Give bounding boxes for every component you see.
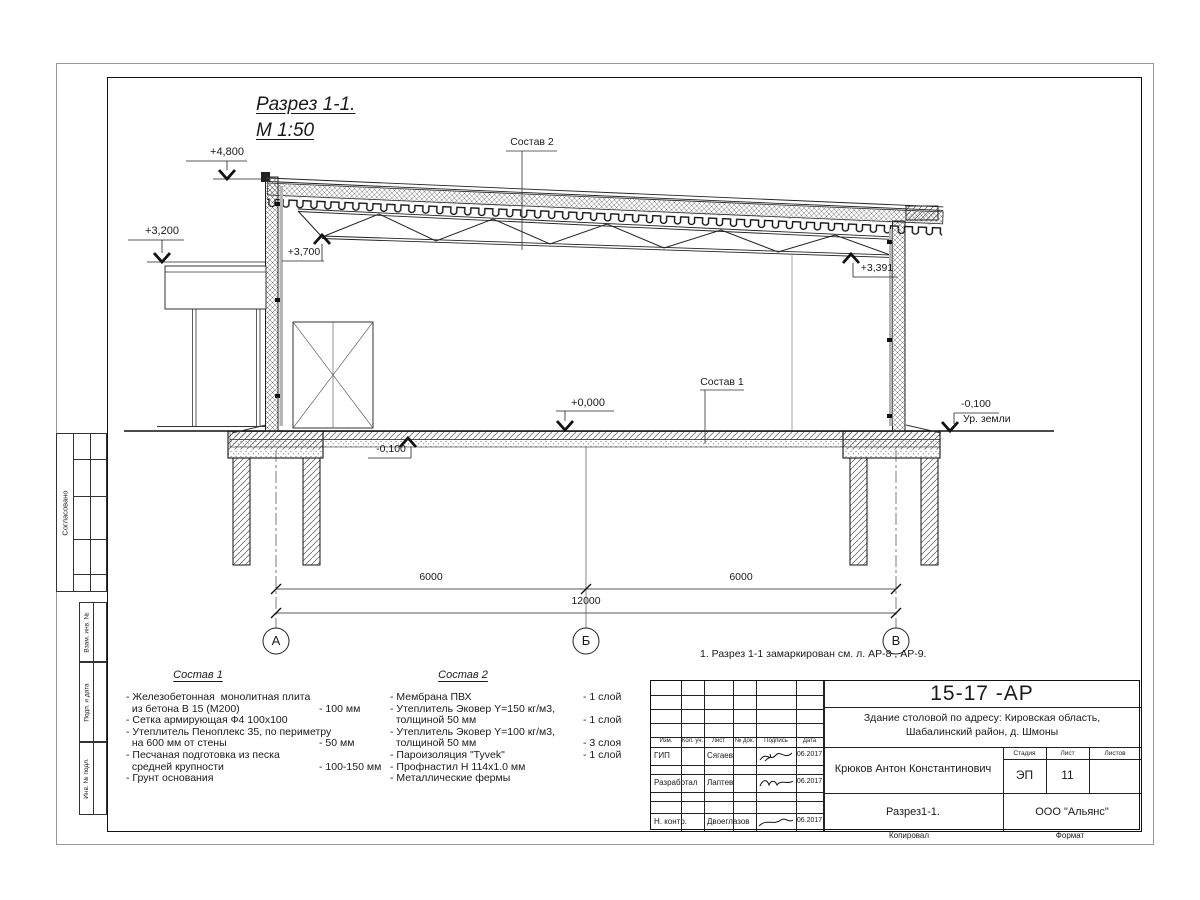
copied-label: Копировал bbox=[888, 831, 930, 840]
col-header-sign: Подпись bbox=[764, 738, 788, 744]
agreed-table bbox=[56, 433, 107, 592]
ground-level-label: Ур. земли bbox=[963, 413, 1011, 425]
title-block bbox=[650, 680, 1140, 830]
document-number: 15-17 -АР bbox=[930, 682, 1034, 705]
list-item: - Профнастил Н 114х1.0 мм bbox=[390, 760, 526, 773]
sostav1-list bbox=[126, 691, 386, 784]
sostav1-header: Состав 1 bbox=[173, 669, 223, 681]
entrance-canopy bbox=[165, 266, 266, 426]
signature-gip bbox=[757, 749, 795, 764]
sheet-value: 11 bbox=[1061, 768, 1074, 782]
list-item: - Железобетонная монолитная плита bbox=[126, 691, 311, 703]
list-item: средней крупности - 100-150 мм bbox=[126, 760, 382, 773]
col-header-list: Лист bbox=[711, 738, 726, 744]
drawing-name: Разрез1-1. bbox=[885, 806, 940, 818]
vzam-cell bbox=[79, 602, 107, 662]
list-item: - Пароизоляция "Tyvek" - 1 слой bbox=[390, 748, 622, 761]
agreed-label: Согласовано bbox=[60, 489, 69, 536]
role-gip: ГИП bbox=[654, 751, 670, 760]
sheet-label: Лист bbox=[1060, 750, 1075, 757]
wall-right bbox=[887, 221, 905, 431]
podp-cell bbox=[79, 662, 107, 742]
object-address-line1: Здание столовой по адресу: Кировская область, bbox=[863, 712, 1101, 724]
floor-slab bbox=[230, 432, 940, 448]
elevation-truss-right: +3,391 bbox=[860, 262, 894, 274]
stage-value: ЭП bbox=[1015, 768, 1034, 782]
sostav2-list bbox=[390, 691, 650, 784]
leader-label-sostav2: Состав 2 bbox=[510, 136, 554, 148]
signature-ncontrol bbox=[757, 814, 795, 829]
wall-left bbox=[266, 177, 284, 431]
list-item: - Утеплитель Пеноплекс 35, по периметру bbox=[126, 725, 332, 738]
sostav2-header: Состав 2 bbox=[438, 669, 488, 681]
elevation-truss-left: +3,700 bbox=[287, 246, 321, 258]
list-item: - Грунт основания bbox=[126, 772, 214, 785]
inv-label: Инв. № подл. bbox=[83, 758, 90, 799]
date-gip: 06.2017 bbox=[796, 751, 823, 758]
elevation-ground: -0,100 bbox=[961, 398, 991, 410]
vzam-label: Взам. инв. № bbox=[83, 611, 90, 653]
col-header-doc: № док. bbox=[734, 738, 755, 744]
drawing-note: 1. Разрез 1-1 замаркирован см. л. АР-8 , АР-9. bbox=[700, 648, 927, 660]
axis-b: Б bbox=[581, 633, 591, 648]
dim-total: 12000 bbox=[571, 595, 601, 607]
podp-label: Подп. и дата bbox=[83, 682, 90, 722]
roof-layers bbox=[261, 178, 944, 236]
col-header-kol: Кол. уч. bbox=[681, 738, 704, 744]
axis-a: А bbox=[271, 633, 281, 648]
stage-label: Стадия bbox=[1013, 750, 1036, 757]
elevation-floor: +0,000 bbox=[571, 397, 605, 409]
role-developer: Разработал bbox=[654, 778, 698, 787]
date-developer: 06.2017 bbox=[796, 778, 823, 785]
dim-span2: 6000 bbox=[729, 571, 753, 583]
signature-developer bbox=[757, 776, 795, 791]
door bbox=[293, 322, 373, 428]
roof-overhang bbox=[906, 206, 938, 220]
elevation-under-slab: -0,100 bbox=[376, 443, 406, 455]
date-ncontrol: 06.2017 bbox=[796, 817, 823, 824]
list-item: - Мембрана ПВХ - 1 слой bbox=[390, 691, 622, 703]
sheets-label: Листов bbox=[1104, 750, 1126, 757]
elevation-top-roof: +4,800 bbox=[210, 146, 244, 158]
list-item: - Утеплитель Эковер Y=150 кг/м3, bbox=[390, 702, 556, 715]
list-item: - Металлические фермы bbox=[390, 772, 511, 785]
axis-v: В bbox=[891, 633, 901, 648]
view-scale: М 1:50 bbox=[256, 120, 315, 141]
object-address-line2: Шабалинский район, д. Шмоны bbox=[905, 726, 1059, 738]
view-title: Разрез 1-1. bbox=[256, 94, 356, 115]
dimension-lines bbox=[263, 447, 909, 654]
inv-cell bbox=[79, 742, 107, 815]
foundation-right bbox=[843, 431, 940, 565]
foundation-left bbox=[228, 431, 323, 565]
list-item: - Сетка армирующая Ф4 100х100 bbox=[126, 714, 288, 727]
dim-span1: 6000 bbox=[419, 571, 443, 583]
list-item: - Утеплитель Эковер Y=100 кг/м3, bbox=[390, 725, 556, 738]
name-developer: Лаптев bbox=[707, 778, 734, 787]
format-label: Формат bbox=[1055, 831, 1085, 840]
list-item: толщиной 50 мм - 1 слой bbox=[390, 714, 622, 727]
col-header-date: Дата bbox=[802, 738, 817, 744]
chief-name: Крюков Антон Константинович bbox=[834, 763, 992, 775]
role-ncontrol: Н. контр. bbox=[654, 817, 688, 826]
company-name: ООО "Альянс" bbox=[1035, 806, 1109, 818]
list-item: толщиной 50 мм - 3 слоя bbox=[390, 737, 622, 750]
list-item: на 600 мм от стены - 50 мм bbox=[126, 737, 355, 750]
name-ncontrol: Двоеглазов bbox=[707, 817, 750, 826]
list-item: - Песчаная подготовка из песка bbox=[126, 748, 280, 761]
col-header-izm: Изм. bbox=[659, 738, 673, 744]
elevation-canopy: +3,200 bbox=[145, 225, 179, 237]
list-item: из бетона В 15 (М200) - 100 мм bbox=[126, 702, 361, 715]
name-gip: Сягаев bbox=[707, 751, 733, 760]
leader-label-sostav1: Состав 1 bbox=[700, 376, 744, 388]
